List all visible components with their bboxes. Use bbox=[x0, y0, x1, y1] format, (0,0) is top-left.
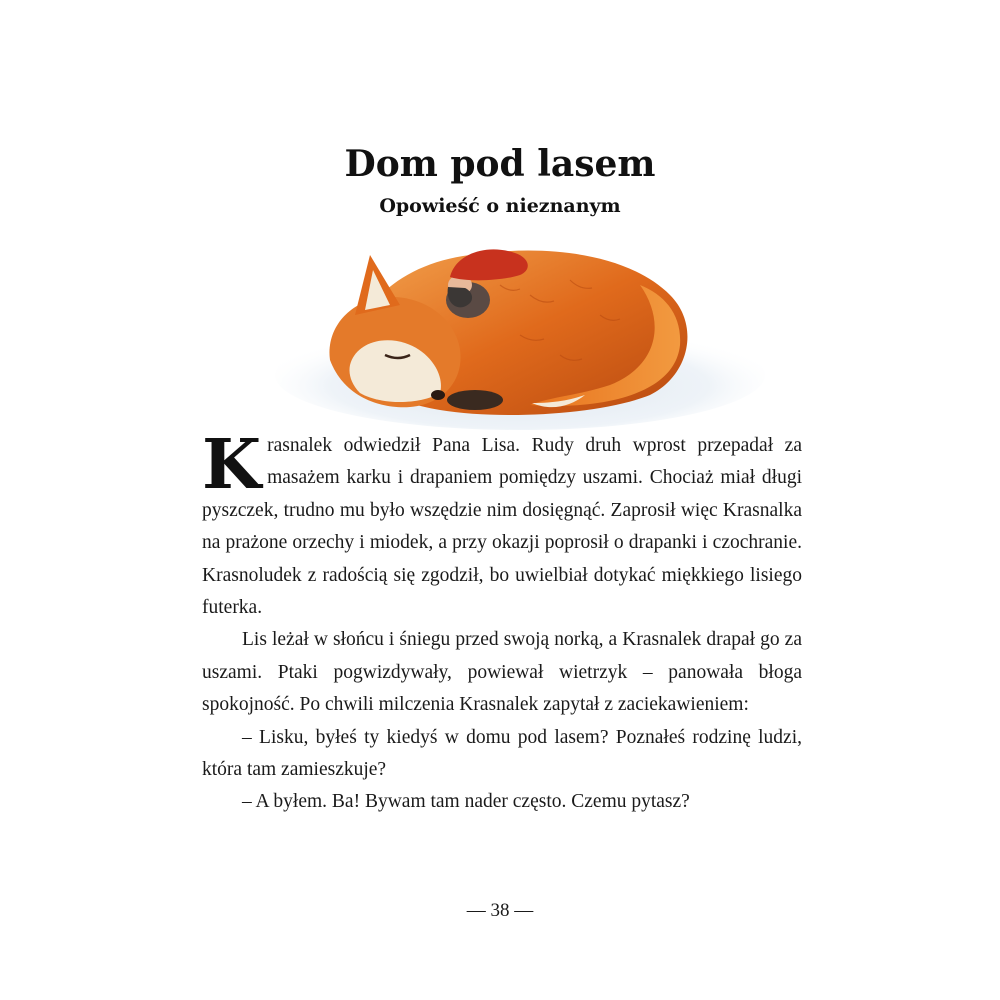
paragraph-3: – Lisku, byłeś ty kiedyś w domu pod lasem? Poznałeś rodzinę ludzi, która tam zamieszkuje? bbox=[202, 726, 802, 781]
chapter-subtitle: Opowieść o nieznanym bbox=[379, 195, 621, 217]
sleeping-fox-with-gnome-icon bbox=[270, 225, 770, 430]
drop-cap: K bbox=[202, 425, 262, 505]
paragraph-4: – A byłem. Ba! Bywam tam nader często. Czemu pytasz? bbox=[242, 791, 690, 813]
story-text bbox=[202, 425, 802, 819]
paragraph-1 bbox=[202, 425, 802, 624]
chapter-title: Dom pod lasem bbox=[344, 143, 656, 185]
paragraph-2: Lis leżał w słońcu i śniegu przed swoją norką, a Krasnalek drapał go za uszami. Ptaki pogwizdywały, powiewał wietrzyk – panowała błoga spokojność. Po chwili milczenia Krasnalek zapytał z zaciekawieniem: bbox=[202, 629, 802, 716]
paragraph-1-text: rasnalek odwiedził Pana Lisa. Rudy druh wprost przepadał za masażem karku i drapaniem pomiędzy uszami. Chociaż miał długi pyszczek, trudno mu było wszędzie nim dosięgnąć. Zaprosił więc Krasnalka na prażone orzechy i miodek, a przy okazji poprosił o drapanki i czochranie. Krasnoludek z radością się zgodził, bo uwielbiał dotykać miękkiego lisiego futerka. bbox=[202, 435, 802, 619]
page-number: — 38 — bbox=[466, 900, 534, 921]
